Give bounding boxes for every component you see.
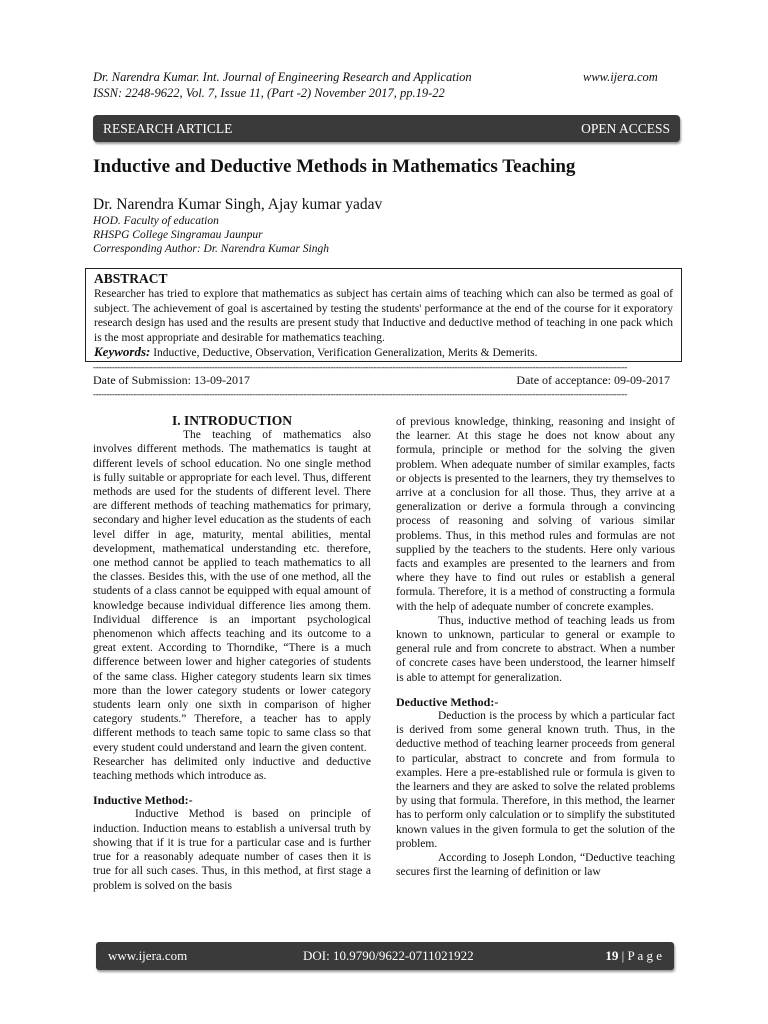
journal-citation: Dr. Narendra Kumar. Int. Journal of Engineering Research and Application: [93, 70, 472, 84]
subsection-heading: Deductive Method:-: [396, 694, 499, 709]
separator-line: ------------------------------------------------------------------------------------------------------------------------------------------------------------------------------------------------------: [93, 389, 628, 399]
abstract-text: Researcher has tried to explore that mathematics as subject has certain aims of teaching which can also be termed as goal of subject. The achievement of goal is ascertained by testing the students' performance at the end of the course for it exporatory research design has used and the results are present study that Inductive and deductive method of teaching in one pack which is the most appropriate and desirable for mathematics teaching.: [94, 288, 673, 344]
footer-website-link[interactable]: www.ijera.com: [108, 948, 188, 963]
dates-row: [93, 373, 670, 388]
paper-title: Inductive and Deductive Methods in Mathematics Teaching: [93, 156, 576, 177]
paragraph: Researcher has delimited only inductive and deductive teaching methods which introduce as.: [93, 755, 371, 783]
separator-line: ------------------------------------------------------------------------------------------------------------------------------------------------------------------------------------------------------: [93, 362, 628, 372]
submission-date: Date of Submission: 13-09-2017: [93, 373, 250, 387]
keywords-text: Inductive, Deductive, Observation, Verification Generalization, Merits & Demerits.: [153, 347, 538, 359]
keywords-line: [94, 345, 673, 361]
paragraph: The teaching of mathematics also involves different methods. The mathematics is taught at different levels of school education. No one single method is fully suitable or appropriate for each level. Thus, different methods are used for the students of different level. There are different methods of teaching mathematics for primary, secondary and higher level education as the students of each level differ in age, maturity, mental abilities, mental development, mathematical understanding etc. therefore, one method cannot be applied to teach mathematics to all the classes. Besides this, with the use of one method, all the students of a class cannot be equipped with equal amount of knowledge because individual difference lies among them. Individual difference is an important psychological phenomenon which affects teaching and its outcome to a great extent. According to Thorndike, “There is a much difference between lower and higher categories of students of the same class. Higher category students learn six times more than the lower category students or lower category students learn only one sixth in comparison of higher category students.” Therefore, a teacher has to apply different methods to teach same topic to same class so that every student could understand and learn the given content.: [93, 429, 371, 754]
header-website-link[interactable]: www.ijera.com: [583, 70, 658, 84]
page-number: 19: [605, 948, 619, 963]
issn-line: ISSN: 2248-9622, Vol. 7, Issue 11, (Part -2) November 2017, pp.19-22: [93, 86, 445, 100]
doi-label: DOI: 10.9790/9622-0711021922: [303, 948, 474, 963]
subsection-heading: Inductive Method:-: [93, 793, 193, 808]
access-label: OPEN ACCESS: [581, 120, 670, 136]
paragraph: of previous knowledge, thinking, reasoning and insight of the learner. At this stage he does not know about any formula, principle or method for the solving the given problem. When adequate number of similar examples, facts or objects is presented to the learners, they try themselves to arrive at a conclusion for all those. Thus, they arrive at a generalization or derive a formula through a convincing process of reasoning and solving of various similar problems. Thus, in this method rules and formulas are not supplied by the teachers to the students. Here only various facts and examples are presented to the learners and from where they have to find out rules or establish a general formula. Therefore, it is a method of constructing a formula with the help of adequate number of concrete examples.: [396, 416, 675, 613]
right-column: [396, 415, 675, 880]
paragraph: Thus, inductive method of teaching leads us from known to unknown, particular to general or example to general rule and from concrete to abstract. When a number of concrete cases have been understood, the learner himself is able to attempt for generalization.: [396, 614, 675, 684]
corresponding-author: Corresponding Author: Dr. Narendra Kumar Singh: [93, 243, 329, 255]
affiliation-line: HOD. Faculty of education: [93, 215, 219, 227]
paragraph: According to Joseph London, “Deductive teaching secures first the learning of definition or law: [396, 852, 675, 879]
affiliation-line: RHSPG College Singramau Jaunpur: [93, 229, 263, 241]
section-heading: I. INTRODUCTION: [171, 413, 293, 428]
page-word: | P a g e: [621, 948, 662, 963]
article-type-label: RESEARCH ARTICLE: [103, 120, 233, 136]
abstract-heading: ABSTRACT: [94, 271, 168, 286]
author-list: Dr. Narendra Kumar Singh, Ajay kumar yadav: [93, 196, 383, 213]
article-type-banner: [93, 115, 680, 142]
page-footer: [96, 942, 674, 970]
paragraph: Deduction is the process by which a particular fact is derived from some general known truth. Thus, in the deductive method of teaching learner proceeds from general to particular, abstract to concrete and from formula to examples. Here a pre-established rule or formula is given to the learners and they are asked to solve the related problems by using that formula. Therefore, in this method, the learner has to perform only calculation or to simplify the substituted known values in the given formula to get the solution of the problem.: [396, 710, 675, 850]
paragraph: Inductive Method is based on principle of induction. Induction means to establish a universal truth by showing that if it is true for a particular case and is further true for a reasonably adequate number of cases then it is true for all such cases. Thus, in this method, at first stage a problem is solved on the basis: [93, 808, 371, 892]
abstract-box: [85, 268, 682, 362]
left-column: [93, 414, 371, 893]
keywords-label: Keywords:: [94, 344, 151, 359]
acceptance-date: Date of acceptance: 09-09-2017: [516, 373, 670, 387]
